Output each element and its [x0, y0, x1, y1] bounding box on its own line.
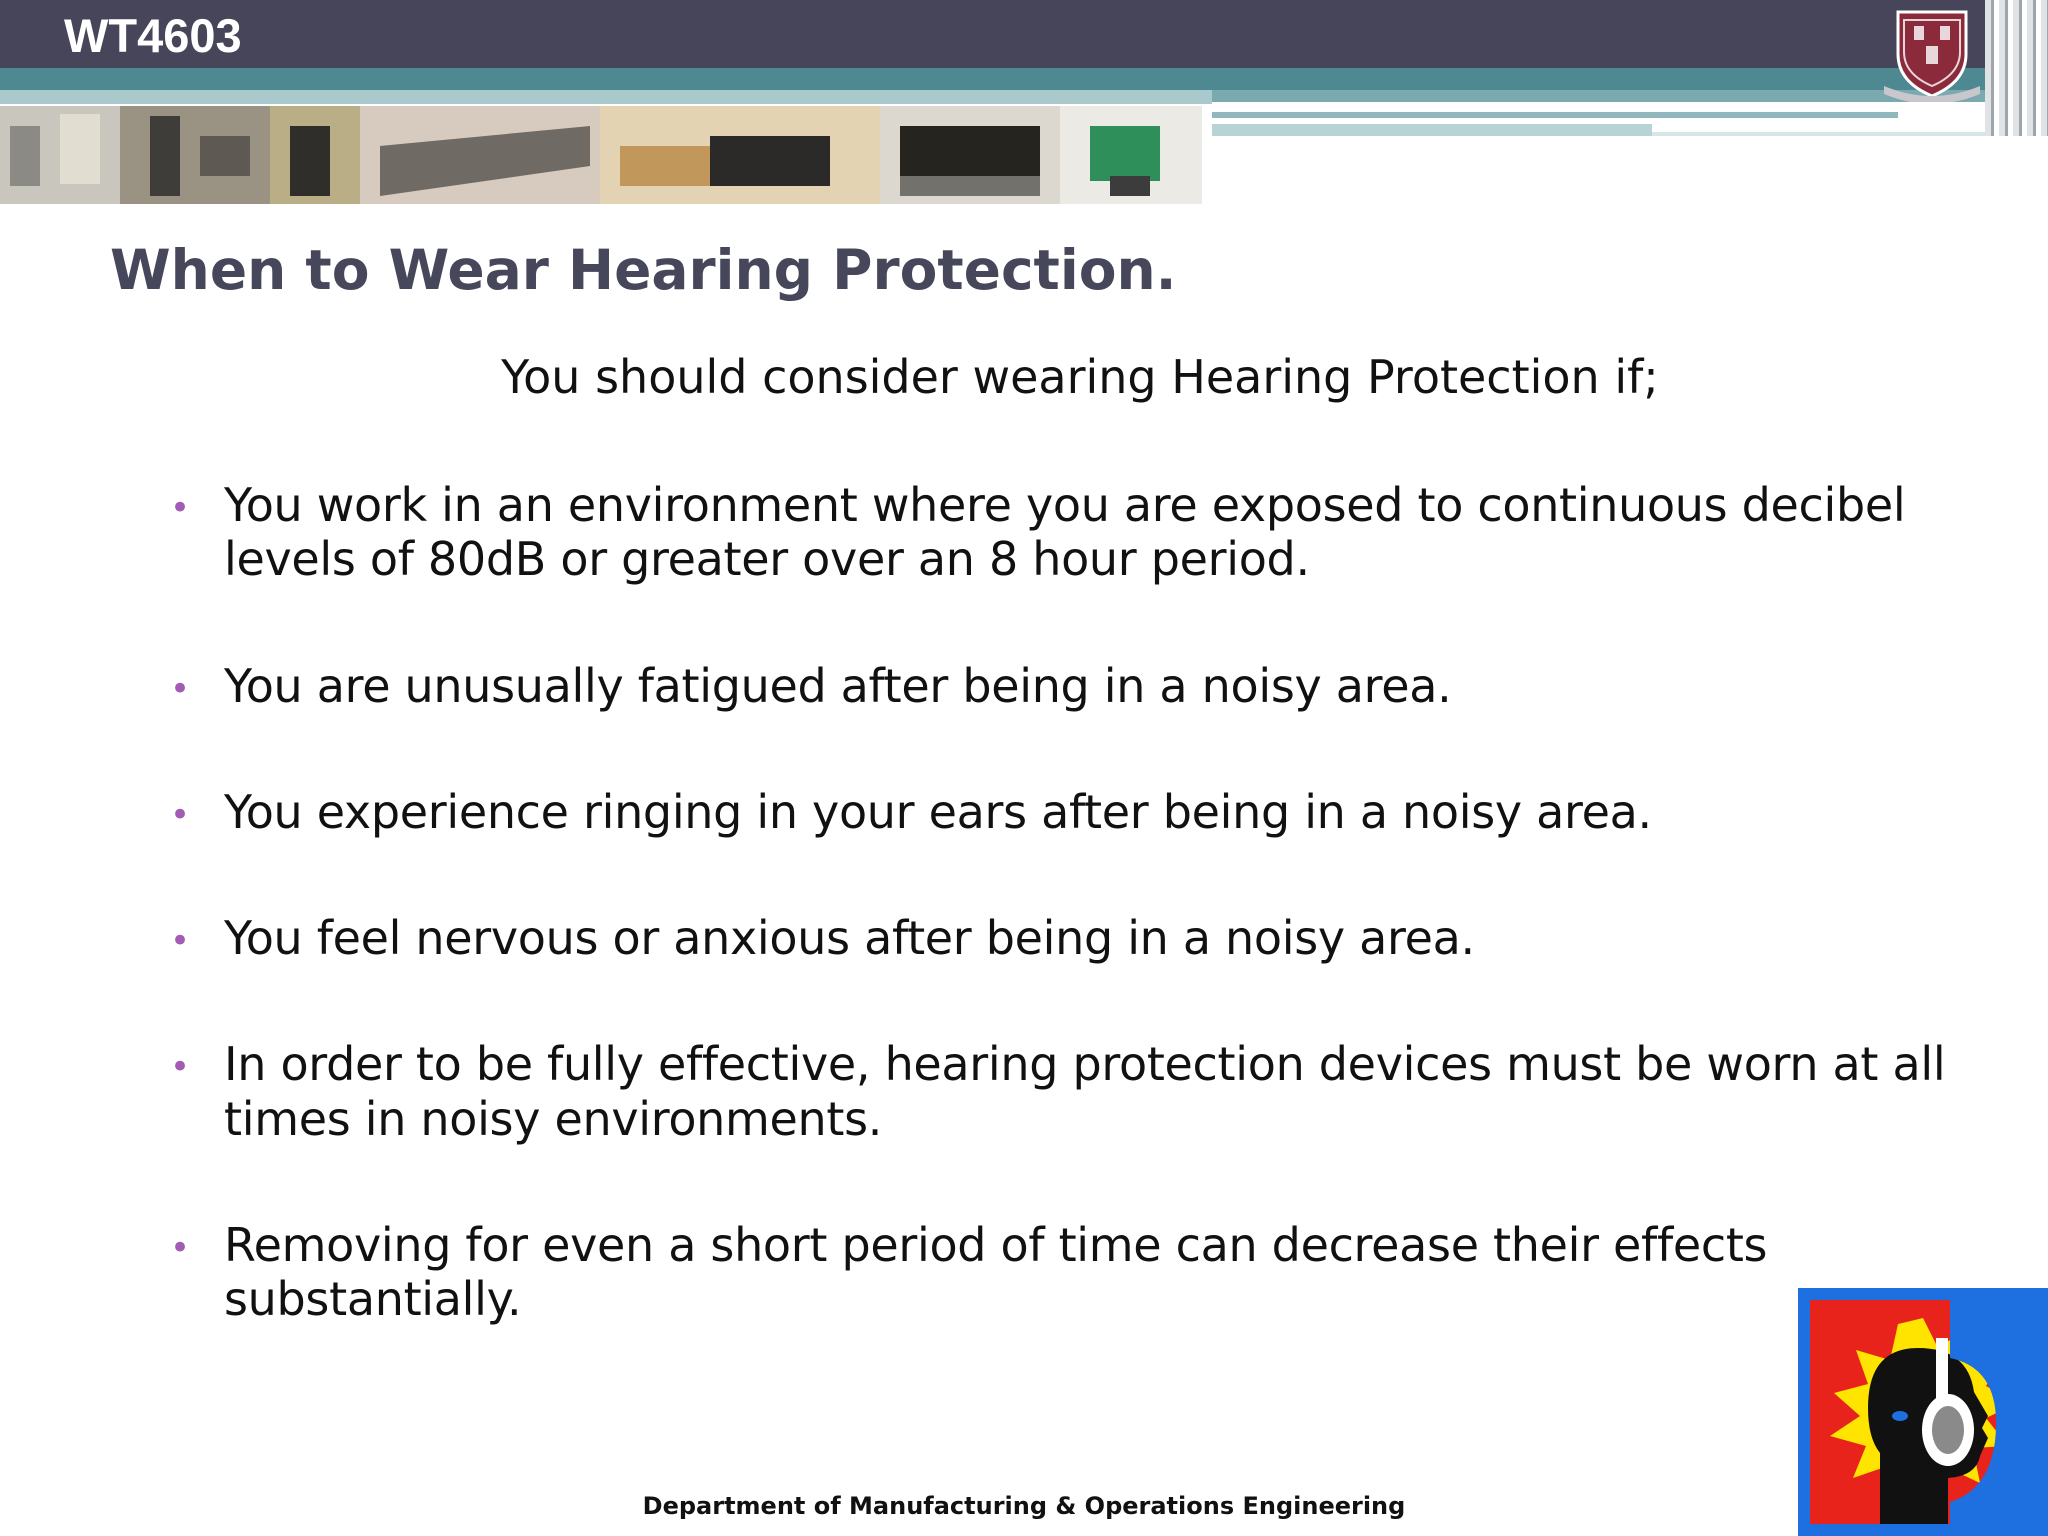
bullet-item: [170, 478, 1990, 587]
bullet-line: In order to be fully effective, hearing protection devices must be worn at all: [224, 1037, 1946, 1092]
hearing-protection-sign-icon: [1798, 1288, 2048, 1536]
bullet-line: Removing for even a short period of time can decrease their effects: [224, 1217, 1768, 1272]
bullet-dot: •: [170, 1227, 190, 1268]
bullet-dot: •: [170, 1047, 190, 1088]
bullet-item: [170, 659, 1990, 713]
bullet-line: substantially.: [224, 1272, 522, 1327]
bullet-item: [170, 785, 1990, 839]
bullet-line: times in noisy environments.: [224, 1091, 883, 1146]
header-stripe-teal: [0, 68, 2048, 90]
header-stripe-light: [0, 90, 1212, 104]
footer-department: Department of Manufacturing & Operations Engineering: [642, 1492, 1406, 1520]
bullet-item: [170, 1218, 1990, 1327]
bullet-dot: •: [170, 668, 190, 709]
intro-text: You should consider wearing Hearing Protection if;: [501, 350, 1659, 404]
workshop-machines-photo-strip: [0, 106, 1202, 204]
header-stripe-right: [1212, 112, 1898, 118]
bullet-item: [170, 1037, 1990, 1146]
bullet-line: You work in an environment where you are exposed to continuous decibel: [224, 478, 1906, 532]
bullet-list: [170, 478, 1990, 1326]
header-stripe-right: [1212, 124, 1652, 136]
bullet-dot: •: [170, 794, 190, 835]
header-vertical-stripes: [1985, 0, 2048, 136]
header-bar: [0, 0, 2048, 68]
bullet-line: You are unusually fatigued after being in a noisy area.: [224, 658, 1452, 713]
course-code: WT4603: [64, 9, 242, 62]
bullet-dot: •: [170, 488, 190, 528]
university-crest-icon: [1884, 2, 1980, 102]
bullet-line: You experience ringing in your ears after being in a noisy area.: [224, 784, 1652, 839]
bullet-line: levels of 80dB or greater over an 8 hour period.: [224, 532, 1310, 587]
slide-title: When to Wear Hearing Protection.: [110, 238, 1177, 302]
bullet-line: You feel nervous or anxious after being in a noisy area.: [224, 911, 1475, 966]
bullet-dot: •: [170, 921, 190, 962]
bullet-item: [170, 911, 1990, 965]
